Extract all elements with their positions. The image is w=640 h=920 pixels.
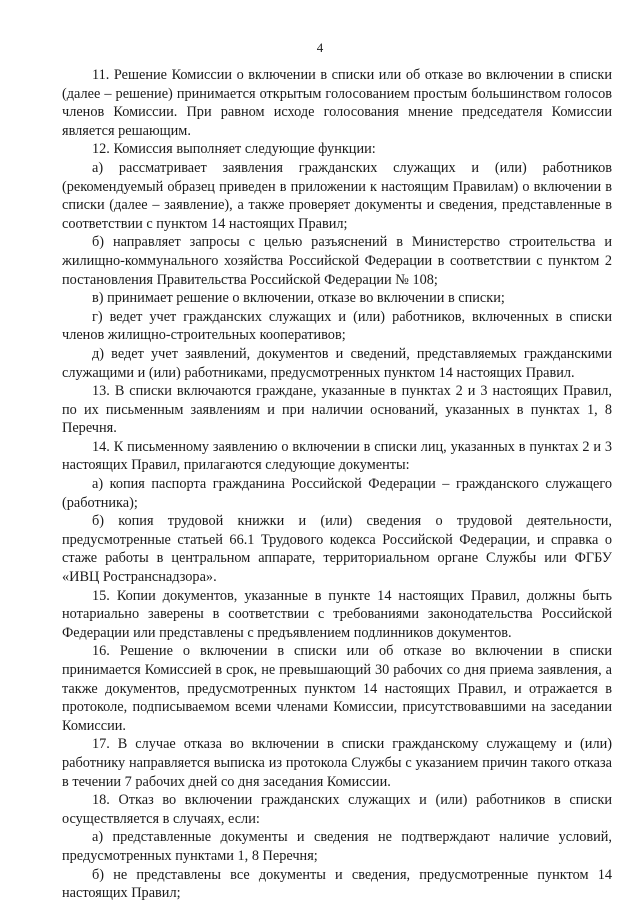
paragraph-18: 18. Отказ во включении гражданских служащих и (или) работников в списки осуществляется в случаях, если: [62,792,612,827]
paragraph-12-g: г) ведет учет гражданских служащих и (или) работников, включенных в списки членов жилищно-строительных кооперативов; [62,308,612,344]
paragraph-14: 14. К письменному заявлению о включении в списки лиц, указанных в пунктах 2 и 3 настоящих Правил, прилагаются следующие документы: [62,438,612,474]
paragraph-12-d: д) ведет учет заявлений, документов и сведений, представляемых гражданскими служащими и (или) работниками, предусмотренных пунктом 14 настоящих Правил. [62,345,612,381]
paragraph-14-b: б) копия трудовой книжки и (или) сведения о трудовой деятельности, предусмотренные статьей 66.1 Трудового кодекса Российской Федерации, и справка о стаже работы в центральном аппарате, территориальном органе Службы или ФГБУ «ИВЦ Ространснадзора». [62,513,612,586]
document-body [62,66,612,903]
paragraph-13: 13. В списки включаются граждане, указанные в пунктах 2 и 3 настоящих Правил, по их письменным заявлениям и при наличии оснований, указанных в пунктах 1, 8 Перечня. [62,383,612,437]
paragraph-12: 12. Комиссия выполняет следующие функции: [92,141,376,158]
page-number: 4 [316,40,324,55]
paragraph-12-b: б) направляет запросы с целью разъяснений в Министерство строительства и жилищно-коммунального хозяйства Российской Федерации в соответствии с пунктом 2 постановления Правительства Российской Федерации № 108; [62,234,612,288]
paragraph-17: 17. В случае отказа во включении в списки гражданскому служащему и (или) работнику направляется выписка из протокола Службы с указанием причин такого отказа в течении 7 рабочих дней со дня заседания Комиссии. [62,736,612,790]
paragraph-14-a: а) копия паспорта гражданина Российской Федерации – гражданского служащего (работника); [62,476,612,511]
paragraph-12-a: а) рассматривает заявления гражданских служащих и (или) работников (рекомендуемый образец приведен в приложении к настоящим Правилам) о включении в списки (далее – заявление), а также проверяет документы и сведения, представленные в соответствии с пунктом 14 настоящих Правил; [62,159,612,232]
paragraph-18-a: а) представленные документы и сведения не подтверждают наличие условий, предусмотренных пунктами 1, 8 Перечня; [62,829,612,864]
paragraph-15: 15. Копии документов, указанные в пункте 14 настоящих Правил, должны быть нотариально заверены в соответствии с требованиями законодательства Российской Федерации или представлены с предъявлением подлинников документов. [62,587,612,641]
paragraph-12-v: в) принимает решение о включении, отказе во включении в списки; [92,290,505,307]
paragraph-18-b: б) не представлены все документы и сведения, предусмотренные пунктом 14 настоящих Правил; [62,866,612,902]
paragraph-16: 16. Решение о включении в списки или об отказе во включении в списки принимается Комиссией в срок, не превышающий 30 рабочих со дня приема заявления, а также документов, предусмотренных пунктом 14 настоящих Правил, и отражается в протоколе, подписываемом всеми членами Комиссии, присутствовавшими на заседании Комиссии. [62,643,612,734]
paragraph-11: 11. Решение Комиссии о включении в списки или об отказе во включении в списки (далее – решение) принимается открытым голосованием простым большинством голосов членов Комиссии. При равном исходе голосования мнение председателя Комиссии является решающим. [62,67,612,139]
